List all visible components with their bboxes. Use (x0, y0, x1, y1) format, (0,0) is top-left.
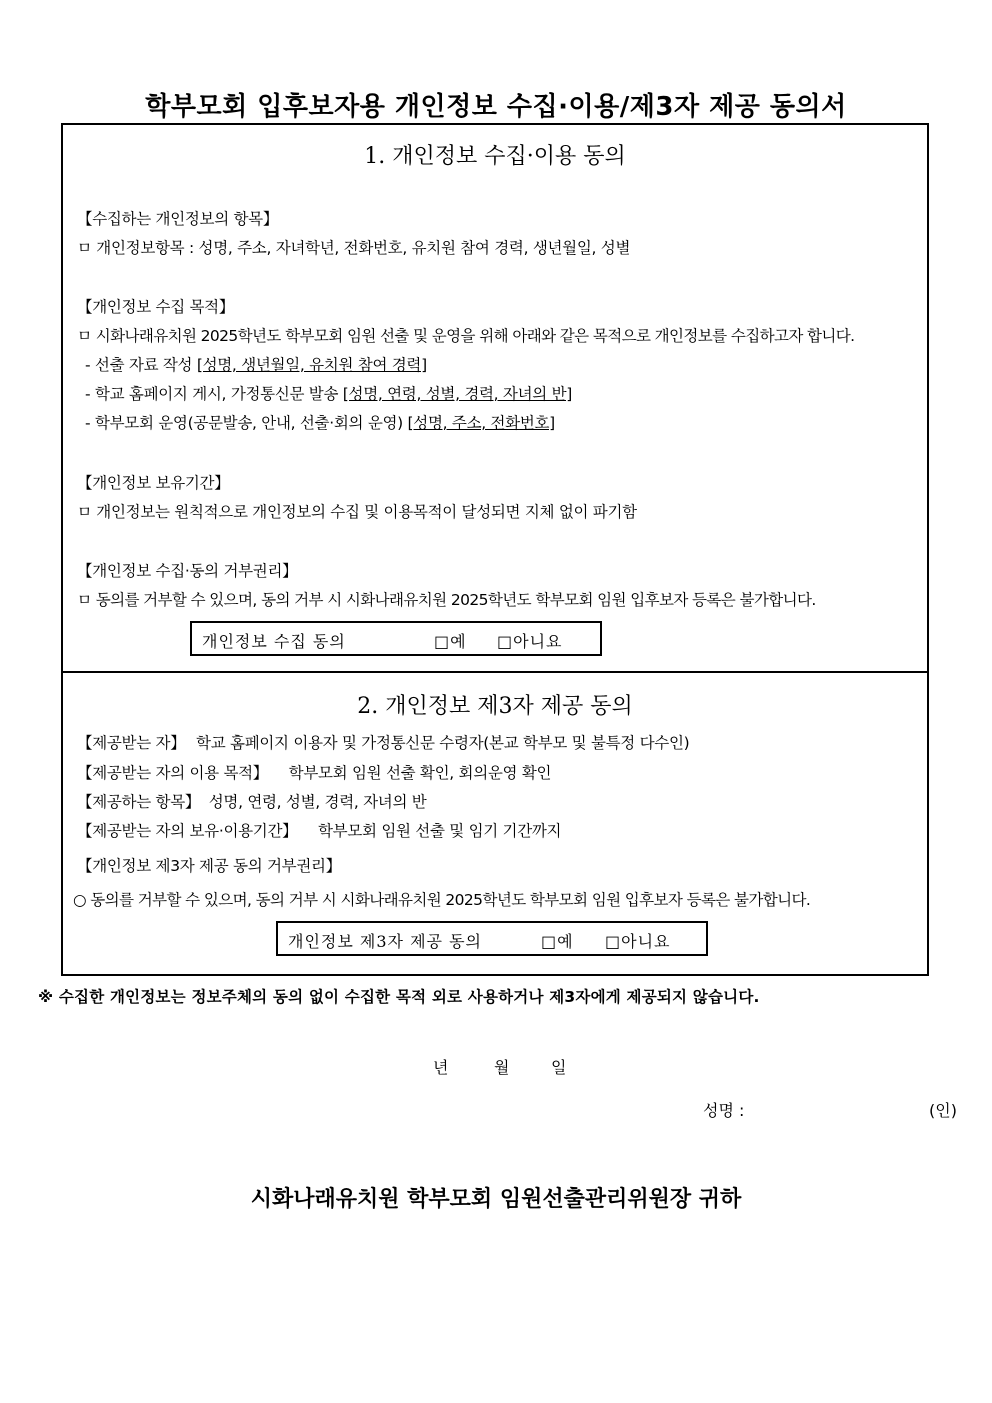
purpose-item-fields: [성명, 연령, 성별, 경력, 자녀의 반] (342, 385, 572, 403)
purpose-item-text: - 선출 자료 작성 (85, 356, 197, 374)
purpose-item-text: - 학부모회 운영(공문발송, 안내, 선출·회의 운영) (85, 414, 408, 432)
section-divider (63, 671, 927, 673)
retention-heading: 【개인정보 보유기간】 (77, 474, 230, 492)
document-title: 학부모회 입후보자용 개인정보 수집·이용/제3자 제공 동의서 (145, 92, 847, 122)
usage-purpose-row (77, 761, 551, 783)
section1-heading: 1. 개인정보 수집·이용 동의 (364, 144, 626, 169)
third-party-refusal-line: ○ 동의를 거부할 수 있으며, 동의 거부 시 시화나래유치원 2025학년도 학부모회 임원 입후보자 등록은 불가합니다. (73, 891, 811, 909)
refusal-heading: 【개인정보 수집·동의 거부권리】 (77, 562, 298, 580)
provided-items-label: 【제공하는 항목】 (77, 793, 201, 811)
purpose-item-fields: [성명, 생년월일, 유치원 참여 경력] (196, 356, 427, 374)
collection-consent-yes-checkbox[interactable]: □예 (434, 632, 467, 651)
purpose-item-fields: [성명, 주소, 전화번호] (407, 414, 555, 432)
purpose-item (85, 353, 427, 375)
third-party-consent-yes-checkbox[interactable]: □예 (541, 932, 574, 951)
items-heading: 【수집하는 개인정보의 항목】 (77, 210, 279, 228)
collection-consent-no-checkbox[interactable]: □아니요 (497, 632, 563, 651)
retention-period-value: 학부모회 임원 선출 및 임기 기간까지 (318, 822, 562, 840)
provided-items-row (77, 790, 426, 812)
date-year: 년 (433, 1058, 449, 1077)
purpose-heading: 【개인정보 수집 목적】 (77, 298, 235, 316)
addressee: 시화나래유치원 학부모회 임원선출관리위원장 귀하 (250, 1187, 742, 1212)
collection-consent-label: 개인정보 수집 동의 (202, 632, 346, 651)
third-party-consent-no-checkbox[interactable]: □아니요 (605, 932, 671, 951)
date-month: 월 (494, 1058, 510, 1077)
signature-label: 성명 : (703, 1101, 745, 1120)
purpose-line: ㅁ 시화나래유치원 2025학년도 학부모회 임원 선출 및 운영을 위해 아래와 같은 목적으로 개인정보를 수집하고자 합니다. (77, 327, 855, 345)
purpose-item (85, 382, 572, 404)
items-line: ㅁ 개인정보항목 : 성명, 주소, 자녀학년, 전화번호, 유치원 참여 경력, 생년월일, 성별 (77, 239, 631, 257)
purpose-item-text: - 학교 홈페이지 게시, 가정통신문 발송 (85, 385, 343, 403)
seal-mark: (인) (929, 1101, 957, 1120)
refusal-line: ㅁ 동의를 거부할 수 있으며, 동의 거부 시 시화나래유치원 2025학년도 학부모회 임원 입후보자 등록은 불가합니다. (77, 591, 816, 609)
provided-items-value: 성명, 연령, 성별, 경력, 자녀의 반 (208, 793, 427, 811)
collection-consent-box (190, 621, 602, 656)
third-party-refusal-heading: 【개인정보 제3자 제공 동의 거부권리】 (77, 857, 341, 875)
purpose-item (85, 411, 555, 433)
retention-line: ㅁ 개인정보는 원칙적으로 개인정보의 수집 및 이용목적이 달성되면 지체 없이 파기함 (77, 503, 637, 521)
date-day: 일 (551, 1058, 567, 1077)
consent-form-frame (61, 123, 929, 976)
usage-purpose-value: 학부모회 임원 선출 확인, 회의운영 확인 (288, 764, 552, 782)
privacy-notice: ※ 수집한 개인정보는 정보주체의 동의 없이 수집한 목적 외로 사용하거나 제3자에게 제공되지 않습니다. (38, 988, 760, 1006)
retention-period-label: 【제공받는 자의 보유·이용기간】 (77, 822, 298, 840)
usage-purpose-label: 【제공받는 자의 이용 목적】 (77, 764, 269, 782)
section2-heading: 2. 개인정보 제3자 제공 동의 (357, 694, 633, 719)
third-party-consent-box (276, 921, 708, 956)
retention-period-row (77, 819, 561, 841)
recipient-value: 학교 홈페이지 이용자 및 가정통신문 수령자(본교 학부모 및 불특정 다수인) (196, 734, 690, 752)
recipient-label: 【제공받는 자】 (77, 734, 186, 752)
recipient-row (77, 731, 689, 753)
third-party-consent-label: 개인정보 제3자 제공 동의 (288, 932, 482, 951)
